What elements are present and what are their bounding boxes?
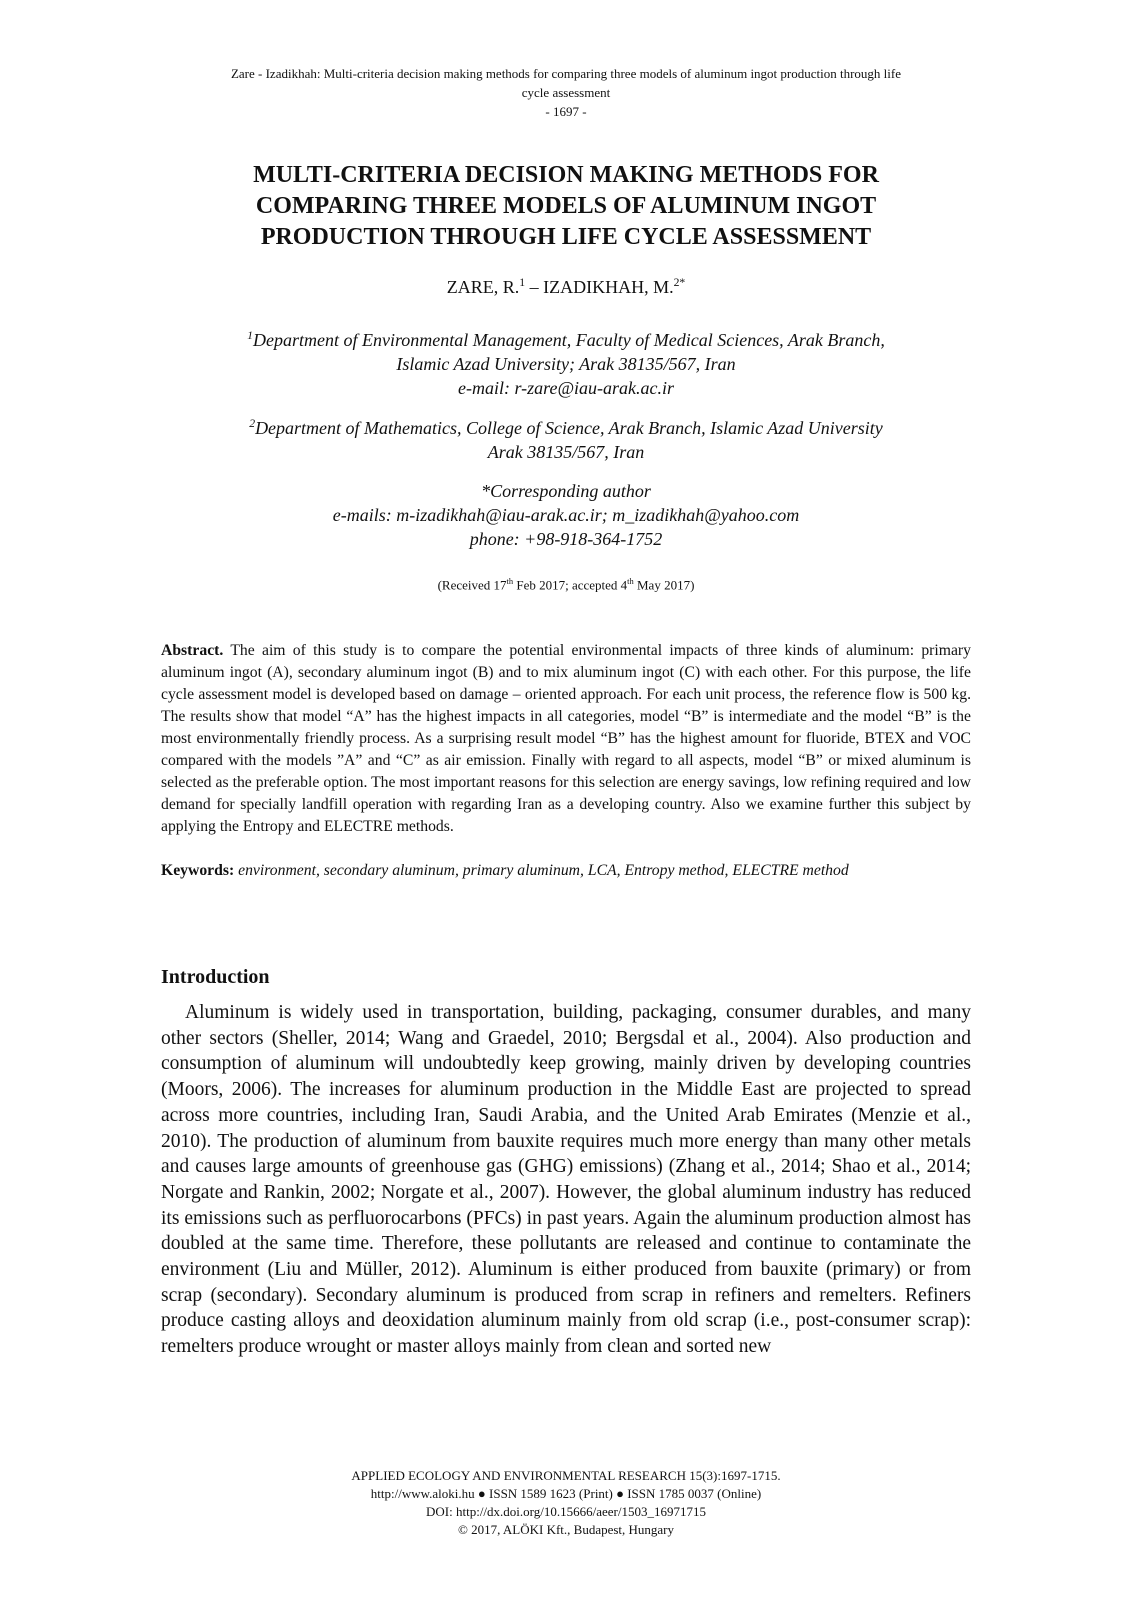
received-sup-2: th (627, 576, 634, 586)
corresponding-author-block (150, 479, 982, 551)
footer-issn[interactable]: http://www.aloki.hu ● ISSN 1589 1623 (Print) ● ISSN 1785 0037 (Online) (370, 1486, 762, 1501)
running-header (150, 64, 982, 121)
running-header-line1: Zare - Izadikhah: Multi-criteria decision making methods for comparing three models of aluminum ingot production through life (230, 66, 902, 81)
received-suffix: May 2017) (633, 577, 695, 593)
footer-copyright: © 2017, ALÖKI Kft., Budapest, Hungary (457, 1522, 675, 1537)
abstract (161, 640, 971, 838)
affiliation-1 (150, 324, 982, 400)
affiliation-2-line2: Arak 38135/567, Iran (487, 442, 645, 462)
received-dates (150, 576, 982, 593)
received-prefix: (Received 17 (437, 577, 507, 593)
received-middle: Feb 2017; accepted 4 (513, 577, 628, 593)
affiliation-1-mark: 1 (247, 329, 253, 342)
corresponding-author-emails[interactable]: e-mails: m-izadikhah@iau-arak.ac.ir; m_izadikhah@yahoo.com (332, 505, 800, 525)
affiliation-2 (150, 412, 982, 464)
affiliation-1-line1: Department of Environmental Management, Faculty of Medical Sciences, Arak Branch, (253, 330, 885, 350)
title-line1: MULTI-CRITERIA DECISION MAKING METHODS FOR (253, 162, 879, 188)
affiliation-1-email[interactable]: e-mail: r-zare@iau-arak.ac.ir (458, 378, 674, 398)
corresponding-author-phone: phone: +98-918-364-1752 (469, 529, 663, 549)
affiliation-1-line2: Islamic Azad University; Arak 38135/567, Iran (396, 354, 736, 374)
author-1: ZARE, R. (446, 277, 520, 297)
section-heading-introduction: Introduction (161, 966, 270, 988)
author-2: IZADIKHAH, M. (543, 277, 674, 297)
footer-doi[interactable]: DOI: http://dx.doi.org/10.15666/aeer/1503_16971715 (426, 1504, 706, 1519)
introduction-paragraph: Aluminum is widely used in transportation, building, packaging, consumer durables, and many other sectors (Sheller, 2014; Wang and Graedel, 2010; Bergsdal et al., 2004). Also production and consumption of aluminum will undoubtedly keep growing, mainly driven by developing countries (Moors, 2006). The increases for aluminum production in the Middle East are projected to spread across more countries, including Iran, Saudi Arabia, and the United Arab Emirates (Menzie et al., 2010). The production of aluminum from bauxite requires much more energy than many other metals and causes large amounts of greenhouse gas (GHG) emissions) (Zhang et al., 2014; Shao et al., 2014; Norgate and Rankin, 2002; Norgate et al., 2007). However, the global aluminum industry has reduced its emissions such as perfluorocarbons (PFCs) in past years. Again the aluminum production almost has doubled at the same time. Therefore, these pollutants are released and continue to contaminate the environment (Liu and Müller, 2012). Aluminum is either produced from bauxite (primary) or from scrap (secondary). Secondary aluminum is produced from scrap in refiners and remelters. Refiners produce casting alloys and deoxidation aluminum mainly from old scrap (i.e., post-consumer scrap): remelters produce wrought or master alloys mainly from clean and sorted new (161, 1002, 971, 1358)
running-header-line2: cycle assessment (521, 85, 611, 100)
keywords-text: environment, secondary aluminum, primary aluminum, LCA, Entropy method, ELECTRE method (238, 862, 849, 879)
received-sup-1: th (506, 576, 514, 586)
author-1-affiliation-mark: 1 (519, 276, 526, 289)
author-separator: – (525, 277, 544, 297)
journal-footer (150, 1467, 982, 1539)
title-line3: PRODUCTION THROUGH LIFE CYCLE ASSESSMENT (260, 224, 872, 250)
abstract-label: Abstract. (161, 642, 224, 659)
keywords-label: Keywords: (161, 862, 235, 879)
affiliation-2-line1: Department of Mathematics, College of Science, Arak Branch, Islamic Azad University (255, 418, 883, 438)
author-list (150, 276, 982, 298)
corresponding-author-label: *Corresponding author (481, 481, 651, 501)
keywords (161, 860, 971, 882)
footer-journal: APPLIED ECOLOGY AND ENVIRONMENTAL RESEARCH 15(3):1697-1715. (351, 1468, 781, 1483)
author-2-affiliation-mark: 2* (673, 276, 686, 289)
abstract-text: The aim of this study is to compare the potential environmental impacts of three kinds of aluminum: primary aluminum ingot (A), secondary aluminum ingot (B) and to mix aluminum ingot (C) with each other. For this purpose, the life cycle assessment model is developed based on damage – oriented approach. For each unit process, the reference flow is 500 kg. The results show that model “A” has the highest impacts in all categories, model “B” is intermediate and the model “B” is the most environmentally friendly process. As a surprising result model “B” has the highest amount for fluoride, BTEX and VOC compared with the models ”A” and “C” as air emission. Finally with regard to all aspects, model “B” or mixed aluminum is selected as the preferable option. The most important reasons for this selection are energy savings, low refining required and low demand for specially landfill operation with regarding Iran as a developing country. Also we examine further this subject by applying the Entropy and ELECTRE methods. (161, 642, 971, 835)
affiliation-2-mark: 2 (249, 417, 256, 430)
paper-title (150, 160, 982, 253)
page-number: - 1697 - (545, 104, 587, 119)
title-line2: COMPARING THREE MODELS OF ALUMINUM INGOT (255, 193, 877, 219)
